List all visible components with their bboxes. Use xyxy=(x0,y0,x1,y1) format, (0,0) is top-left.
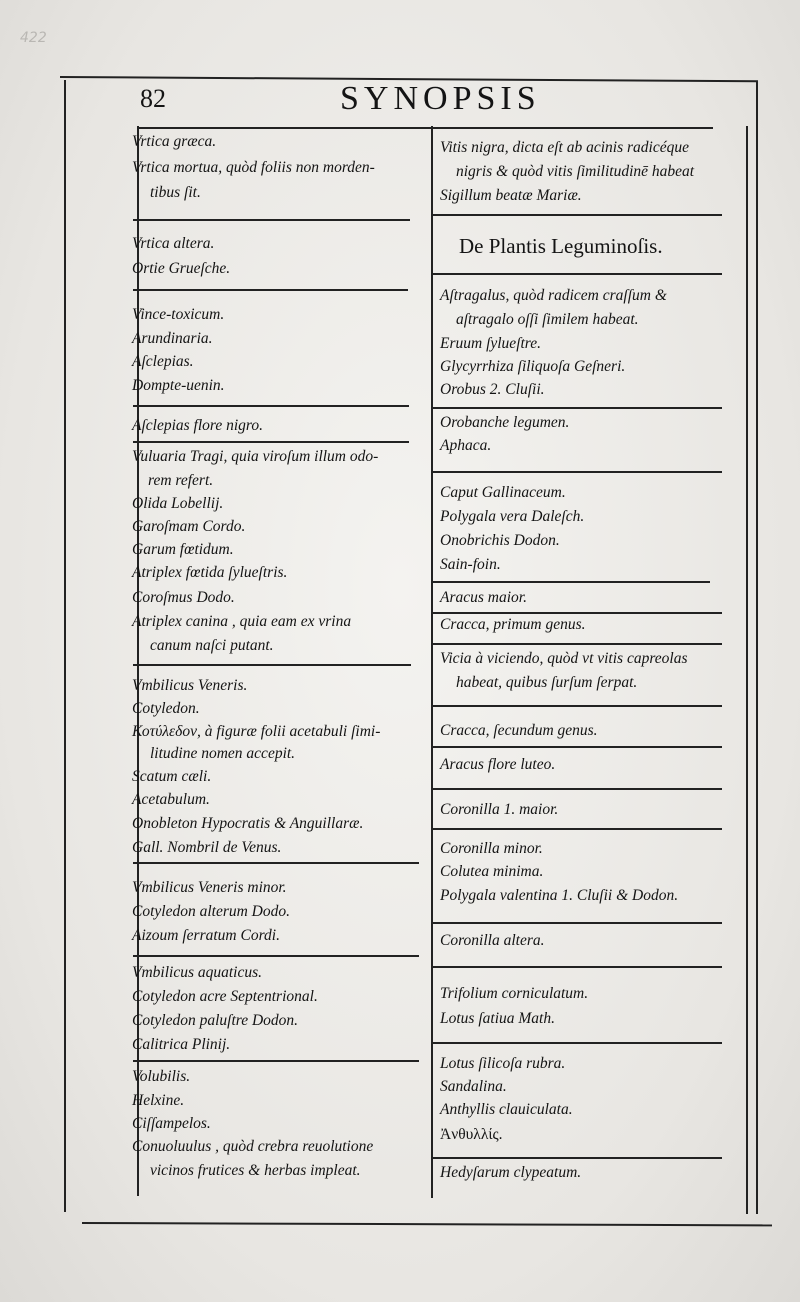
entry-separator xyxy=(432,1042,722,1044)
entry-line: Colutea minima. xyxy=(440,863,544,880)
entry-separator xyxy=(432,407,722,409)
entry-line: Anthyllis clauiculata. xyxy=(440,1101,573,1118)
entry-line: Caput Gallinaceum. xyxy=(440,484,566,501)
entry-line: Aſtragalus, quòd radicem craſſum & xyxy=(440,287,667,304)
entry-line: Gall. Nombril de Venus. xyxy=(132,839,282,856)
entry-line: Cotyledon. xyxy=(132,700,200,717)
entry-line: habeat, quibus ſurſum ſerpat. xyxy=(456,674,638,691)
entry-line: Coronilla minor. xyxy=(440,840,543,857)
entry-line: vicinos frutices & herbas impleat. xyxy=(150,1162,361,1179)
frame-right-border xyxy=(756,82,758,1214)
entry-separator xyxy=(432,746,722,748)
page-number: 82 xyxy=(140,84,166,113)
entry-line: Cotyledon paluſtre Dodon. xyxy=(132,1012,299,1029)
entry-separator xyxy=(133,862,419,864)
entry-line: Lotus ſatiua Math. xyxy=(440,1010,555,1027)
entry-line: Cracca, primum genus. xyxy=(440,616,586,633)
column-divider xyxy=(431,126,433,1198)
entry-line: Aizoum ſerratum Cordi. xyxy=(132,927,280,944)
entry-line: Orobanche legumen. xyxy=(440,414,570,431)
entry-line: Onobleton Hypocratis & Anguillaræ. xyxy=(132,815,364,832)
entry-line: Vrtica altera. xyxy=(132,235,215,252)
entry-line: Acetabulum. xyxy=(132,791,210,808)
entry-line: litudine nomen accepit. xyxy=(150,745,296,762)
entry-line: Coroſmus Dodo. xyxy=(132,589,235,606)
entry-line: Garoſmam Cordo. xyxy=(132,518,246,535)
entry-line: Vuluaria Tragi, quia viroſum illum odo- xyxy=(132,448,379,465)
entry-line: Sigillum beatæ Mariæ. xyxy=(440,187,582,204)
entry-separator xyxy=(133,405,409,407)
entry-separator xyxy=(432,612,722,614)
entry-line: rem refert. xyxy=(148,472,214,489)
entry-line: Glycyrrhiza ſiliquoſa Geſneri. xyxy=(440,358,626,375)
entry-separator xyxy=(432,828,722,830)
entry-line: Aphaca. xyxy=(440,437,492,454)
entry-line: Ἀνθυλλίς. xyxy=(440,1126,503,1143)
entry-line: Atriplex canina , quia eam ex vrina xyxy=(132,613,352,630)
entry-line: Polygala vera Daleſch. xyxy=(440,508,585,525)
entry-line: Helxine. xyxy=(132,1092,185,1109)
entry-separator xyxy=(133,955,419,957)
entry-line: Vrtica græca. xyxy=(132,133,217,150)
entry-separator xyxy=(432,214,722,216)
entry-line: Conuoluulus , quòd crebra reuolutione xyxy=(132,1138,374,1155)
pencil-annotation: 422 xyxy=(20,30,47,46)
footer-rule xyxy=(82,1222,772,1226)
entry-separator xyxy=(432,1157,722,1159)
entry-separator xyxy=(133,441,409,443)
entry-line: Cotyledon acre Septentrional. xyxy=(132,988,318,1005)
entry-line: Volubilis. xyxy=(132,1068,191,1085)
section-heading: De Plantis Leguminoſis. xyxy=(459,234,663,258)
entry-line: Scatum cæli. xyxy=(132,768,212,785)
entry-line: aſtragalo oſſi ſimilem habeat. xyxy=(456,311,639,328)
entry-line: Vmbilicus Veneris minor. xyxy=(132,879,287,896)
entry-line: nigris & quòd vitis ſimilitudinē habeat xyxy=(456,163,695,180)
entry-line: Aracus flore luteo. xyxy=(440,756,556,773)
entry-line: Aſclepias flore nigro. xyxy=(132,417,264,434)
entry-line: Ciſſampelos. xyxy=(132,1115,211,1132)
entry-line: Ortie Grueſche. xyxy=(132,260,231,277)
entry-line: Κοτύλεδον, à figuræ folii acetabuli ſimi- xyxy=(132,723,381,740)
entry-line: Lotus ſilicoſa rubra. xyxy=(440,1055,566,1072)
entry-line: Cotyledon alterum Dodo. xyxy=(132,903,290,920)
entry-line: Trifolium corniculatum. xyxy=(440,985,589,1002)
entry-separator xyxy=(432,966,722,968)
frame-left-border xyxy=(64,80,66,1212)
entry-separator xyxy=(432,705,722,707)
entry-line: Sandalina. xyxy=(440,1078,507,1095)
entry-line: Orobus 2. Cluſii. xyxy=(440,381,545,398)
entry-line: Aracus maior. xyxy=(440,589,527,606)
entry-line: Vince-toxicum. xyxy=(132,306,225,323)
entry-line: Eruum ſylueſtre. xyxy=(440,335,542,352)
entry-line: Olida Lobellij. xyxy=(132,495,224,512)
entry-line: Cracca, ſecundum genus. xyxy=(440,722,598,739)
entry-line: Atriplex fœtida ſylueſtris. xyxy=(132,564,288,581)
entry-line: Coronilla 1. maior. xyxy=(440,801,559,818)
entry-line: Vrtica mortua, quòd foliis non morden- xyxy=(132,159,375,176)
entry-separator xyxy=(432,922,722,924)
entry-separator xyxy=(432,788,722,790)
running-title: SYNOPSIS xyxy=(340,80,541,117)
entry-separator xyxy=(133,1060,419,1062)
entry-line: Arundinaria. xyxy=(132,330,213,347)
entry-line: Garum fœtidum. xyxy=(132,541,234,558)
entry-line: tibus ſit. xyxy=(150,184,201,201)
entry-separator xyxy=(432,471,722,473)
column-top-rule xyxy=(137,127,713,129)
entry-separator xyxy=(133,219,410,221)
entry-line: Aſclepias. xyxy=(132,353,194,370)
entry-line: Polygala valentina 1. Cluſii & Dodon. xyxy=(440,887,679,904)
entry-separator xyxy=(133,289,408,291)
entry-line: Vmbilicus aquaticus. xyxy=(132,964,263,981)
entry-line: Vmbilicus Veneris. xyxy=(132,677,248,694)
entry-line: Hedyſarum clypeatum. xyxy=(440,1164,582,1181)
entry-line: Onobrichis Dodon. xyxy=(440,532,560,549)
entry-separator xyxy=(432,643,722,645)
entry-separator xyxy=(133,664,411,666)
entry-line: Vicia à viciendo, quòd vt vitis capreolas xyxy=(440,650,688,667)
entry-line: Dompte-uenin. xyxy=(132,377,225,394)
entry-line: canum naſci putant. xyxy=(150,637,274,654)
entry-line: Vitis nigra, dicta eſt ab acinis radicéque xyxy=(440,139,689,156)
entry-line: Sain-foin. xyxy=(440,556,501,573)
entry-line: Calitrica Plinij. xyxy=(132,1036,231,1053)
column-right-border xyxy=(746,126,748,1214)
entry-separator xyxy=(432,581,710,583)
entry-line: Coronilla altera. xyxy=(440,932,545,949)
entry-separator xyxy=(432,273,722,275)
